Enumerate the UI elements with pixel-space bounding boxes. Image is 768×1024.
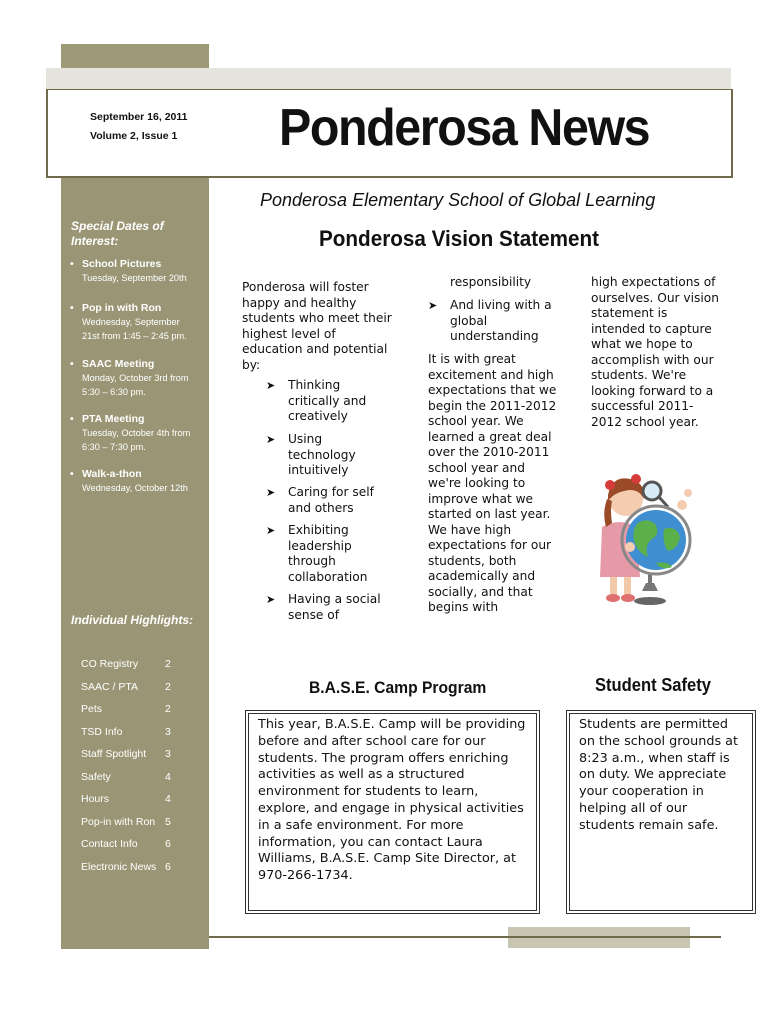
- base-camp-title: B.A.S.E. Camp Program: [309, 678, 487, 697]
- bullet-text: Caring for self and others: [288, 485, 374, 515]
- student-safety-box: [569, 713, 753, 911]
- newsletter-title: Ponderosa News: [279, 99, 650, 157]
- date-item-detail: Tuesday, September 20th: [82, 273, 187, 283]
- date-item: [70, 357, 208, 399]
- bullet-text: Thinking critically and creatively: [288, 378, 367, 423]
- issue-date: September 16, 2011: [90, 111, 188, 123]
- footer-rule: [209, 936, 721, 938]
- date-item: [70, 467, 208, 495]
- vision-body-col3: high expectations of ourselves. Our vision statement is intended to capture what we hope to accomplish with our students. We're looking forward to a successful 2011-2012 school year.: [591, 275, 719, 429]
- header-accent-tab: [61, 44, 209, 70]
- base-camp-box: [248, 713, 537, 911]
- sidebar: [61, 178, 209, 949]
- bullet-text: Having a social sense of: [288, 592, 381, 622]
- special-dates-heading: Special Dates of Interest:: [71, 219, 164, 248]
- highlight-name: SAAC / PTA: [81, 681, 138, 693]
- vision-bullet: [266, 432, 388, 479]
- date-item-detail: Wednesday, September: [82, 317, 180, 327]
- arrow-bullet-icon: ➤: [266, 379, 276, 392]
- date-item-detail: 5:30 – 6:30 pm.: [82, 387, 146, 397]
- student-safety-text: Students are permitted on the school grounds at 8:23 a.m., when staff is on duty. We appreciate your cooperation in helping all of our students remain safe.: [579, 717, 739, 833]
- date-item-title: • PTA Meeting: [70, 412, 208, 426]
- vision-bullet-continued: responsibility: [450, 275, 532, 289]
- highlight-page: 2: [165, 681, 171, 693]
- date-item-title: • Walk-a-thon: [70, 467, 208, 481]
- highlight-page: 6: [165, 838, 171, 850]
- highlight-name: Staff Spotlight: [81, 748, 147, 760]
- bullet-text: And living with a global understanding: [450, 298, 552, 343]
- highlight-name: Pets: [81, 703, 103, 715]
- highlight-name: Contact Info: [81, 838, 138, 850]
- issue-volume: Volume 2, Issue 1: [90, 130, 178, 142]
- highlight-page: 2: [165, 658, 171, 670]
- girl-with-globe-illustration: [590, 465, 710, 613]
- base-camp-text: This year, B.A.S.E. Camp will be providing before and after school care for our students. The program offers enriching activities as well as a structured environment for students to learn, explore, and engage in physical activities in a safe environment. For more information, you can contact Laura Williams, B.A.S.E. Camp Site Director, at 970-266-1734.: [258, 717, 526, 884]
- date-item-detail: 21st from 1:45 – 2:45 pm.: [82, 331, 187, 341]
- highlight-name: TSD Info: [81, 726, 123, 738]
- school-name: Ponderosa Elementary School of Global Learning: [260, 190, 656, 210]
- highlight-name: Hours: [81, 793, 110, 805]
- date-item-detail: Tuesday, October 4th from: [82, 428, 191, 438]
- date-item-detail: Wednesday, October 12th: [82, 483, 188, 493]
- highlight-page: 2: [165, 703, 171, 715]
- vision-bullet: [266, 523, 388, 585]
- date-item-title: • Pop in with Ron: [70, 301, 208, 315]
- vision-bullet: [266, 378, 388, 425]
- highlights-heading: Individual Highlights:: [71, 613, 193, 627]
- arrow-bullet-icon: ➤: [266, 486, 276, 499]
- date-item-detail: 6:30 – 7:30 pm.: [82, 442, 146, 452]
- header-top-bar: [46, 68, 731, 90]
- arrow-bullet-icon: ➤: [266, 524, 276, 537]
- highlight-page: 4: [165, 771, 171, 783]
- highlight-name: Pop-in with Ron: [81, 816, 156, 828]
- vision-bullet: [266, 485, 388, 516]
- date-item: [70, 257, 208, 285]
- arrow-bullet-icon: ➤: [266, 593, 276, 606]
- date-item-title: • School Pictures: [70, 257, 208, 271]
- bullet-text: Exhibiting leadership through collaboration: [288, 523, 368, 584]
- arrow-bullet-icon: ➤: [428, 299, 438, 312]
- vision-bullet: [428, 298, 560, 345]
- student-safety-title: Student Safety: [595, 675, 711, 695]
- highlight-page: 4: [165, 793, 171, 805]
- highlight-page: 3: [165, 748, 171, 760]
- vision-body-col2: It is with great excitement and high expectations that we begin the 2011-2012 school year. We learned a great deal over the 2010-2011 school year and we're looking to improve what we started on last year. We have high expectations for our students, both academically and socially, and that begins with: [428, 352, 557, 614]
- date-item: [70, 412, 208, 454]
- vision-bullet: [266, 592, 388, 623]
- vision-intro: Ponderosa will foster happy and healthy students who meet their highest level of education and potential by:: [242, 280, 392, 372]
- bullet-text: Using technology intuitively: [288, 432, 356, 477]
- highlight-page: 5: [165, 816, 171, 828]
- date-item: [70, 301, 208, 343]
- highlight-name: Electronic News: [81, 861, 157, 873]
- highlight-name: Safety: [81, 771, 111, 783]
- vision-title: Ponderosa Vision Statement: [319, 226, 600, 251]
- highlight-page: 6: [165, 861, 171, 873]
- date-item-title: • SAAC Meeting: [70, 357, 208, 371]
- highlight-name: CO Registry: [81, 658, 139, 670]
- date-item-detail: Monday, October 3rd from: [82, 373, 189, 383]
- arrow-bullet-icon: ➤: [266, 433, 276, 446]
- highlight-page: 3: [165, 726, 171, 738]
